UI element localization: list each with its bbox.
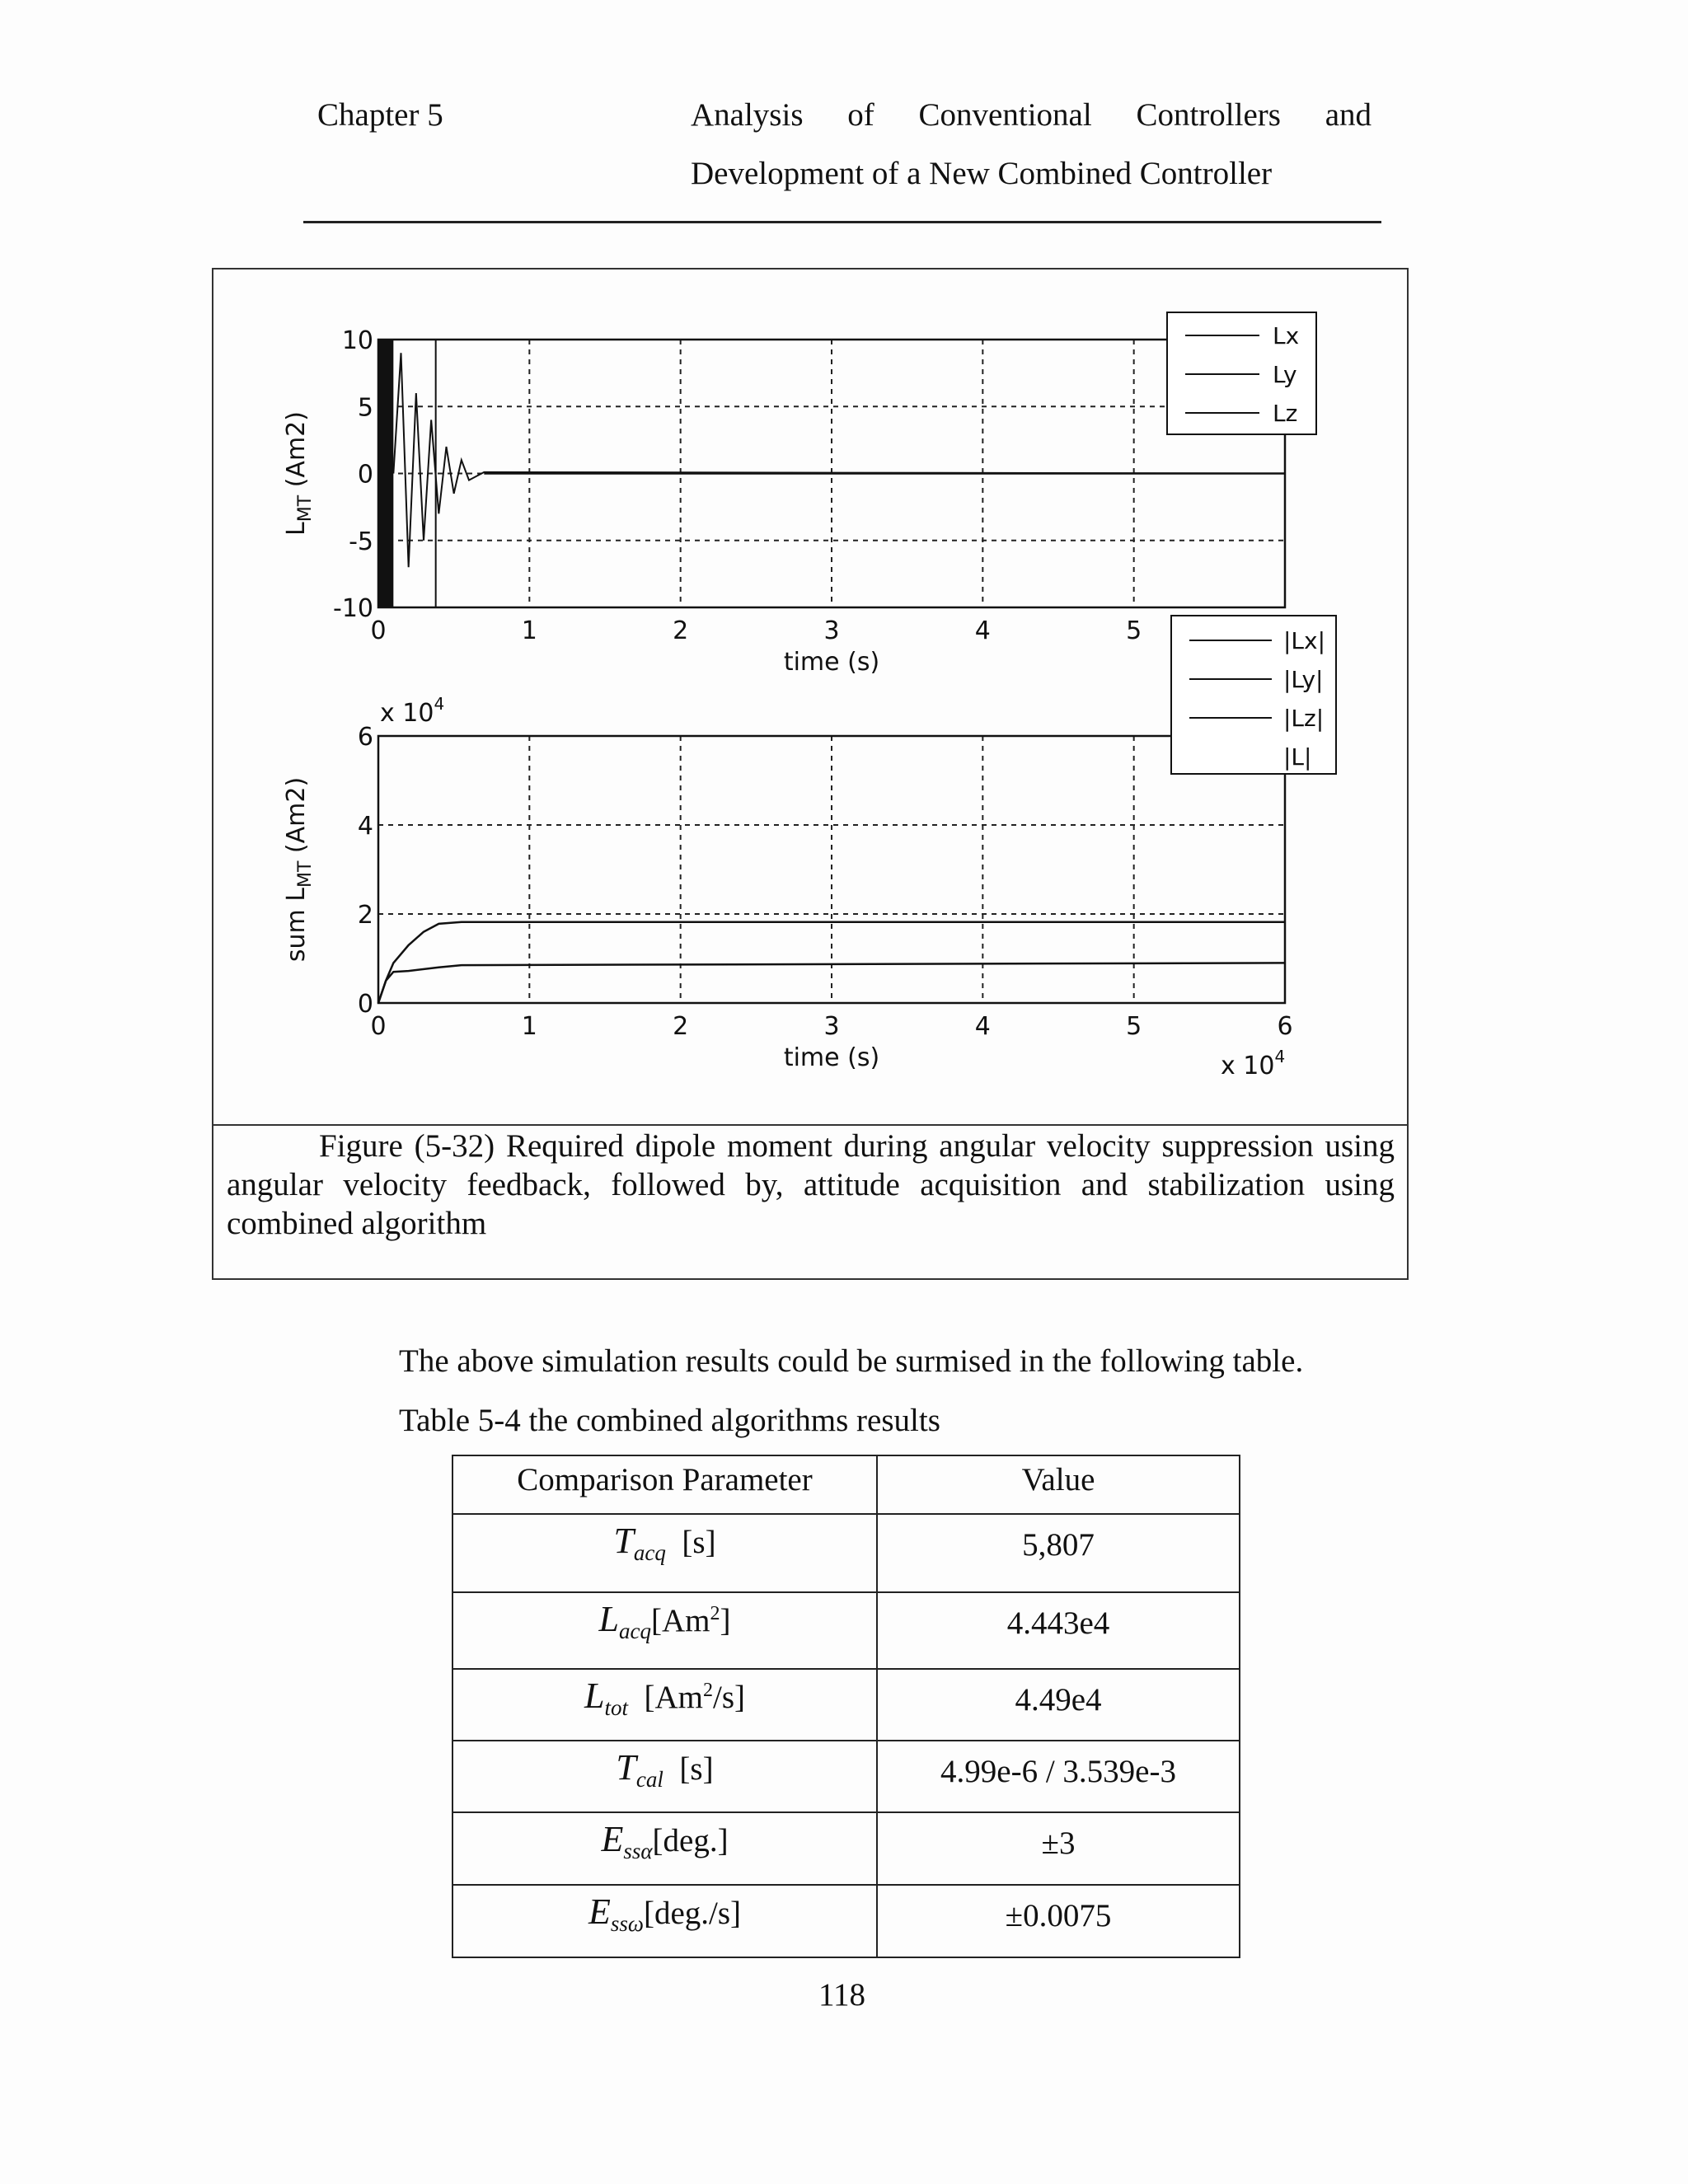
table-row	[452, 1741, 1240, 1812]
legend-label: |Lx|	[1283, 627, 1326, 654]
legend-label: |Lz|	[1283, 705, 1325, 732]
figure-frame	[212, 268, 1409, 1280]
legend-label: Ly	[1273, 361, 1297, 388]
figure-caption-separator	[213, 1124, 1407, 1126]
x-tick-label: 1	[521, 1012, 537, 1041]
intro-paragraph: The above simulation results could be surmised in the following table.	[399, 1343, 1304, 1379]
header-cell-value: Value	[877, 1455, 1240, 1514]
x-tick-label: 1	[521, 616, 537, 645]
parameter-cell: $T_{cal}$ [s]	[452, 1741, 877, 1812]
table-row	[452, 1669, 1240, 1741]
legend-label: |Ly|	[1283, 666, 1324, 693]
value-cell: ±3	[877, 1812, 1240, 1885]
y-tick-label: 0	[357, 460, 373, 490]
results-table	[452, 1455, 1240, 1958]
value-cell: 4.443e4	[877, 1592, 1240, 1669]
legend-label: |L|	[1283, 743, 1312, 771]
legend-label: Lz	[1273, 400, 1298, 427]
parameter-cell: $L_{acq}[Am^2]$	[452, 1592, 877, 1669]
oscillation-band	[378, 340, 393, 607]
header-word: Controllers	[1136, 97, 1281, 133]
y-axis-label: $L_{MT}$ (Am2)	[282, 411, 316, 536]
y-tick-label: 0	[357, 990, 373, 1019]
figure-plots	[213, 269, 1407, 1123]
x-axis-label: time (s)	[783, 648, 880, 677]
table-row	[452, 1885, 1240, 1957]
header-rule	[303, 221, 1381, 223]
x-tick-label: 0	[370, 1012, 387, 1041]
x-tick-label: 3	[823, 616, 840, 645]
y-tick-label: -5	[349, 527, 373, 556]
y-tick-label: 6	[357, 723, 373, 752]
header-title-line1	[691, 99, 1372, 131]
y-tick-label: -10	[333, 594, 373, 623]
header-word: Analysis	[691, 97, 804, 133]
y-axis-label: sum $L_{MT}$ (Am2)	[282, 776, 316, 963]
y-tick-label: 4	[357, 812, 373, 841]
table-header-row	[452, 1455, 1240, 1514]
parameter-cell: $T_{acq}$ [s]	[452, 1514, 877, 1592]
table-caption: Table 5-4 the combined algorithms results	[399, 1403, 940, 1438]
caption-label: Figure (5-32)	[319, 1128, 495, 1164]
header-word: and	[1325, 97, 1372, 133]
table-row	[452, 1514, 1240, 1592]
x-tick-label: 6	[1277, 1012, 1293, 1041]
x-tick-label: 4	[974, 616, 991, 645]
y-tick-label: 2	[357, 901, 373, 930]
table-row	[452, 1812, 1240, 1885]
series-line-lx	[393, 353, 1285, 567]
x-tick-label: 5	[1126, 1012, 1142, 1041]
caption-text: Required dipole moment during angular velocity suppression using angular velocity feedback, followed by, attitude acquisition and stabilization using combined algorithm	[227, 1128, 1395, 1241]
header-word: Conventional	[918, 97, 1092, 133]
y-tick-label: 5	[357, 393, 373, 423]
y-tick-label: 10	[341, 326, 373, 355]
figure-caption	[227, 1127, 1395, 1243]
x-tick-label: 2	[673, 616, 689, 645]
parameter-cell: $E_{ss\omega}[deg./s]$	[452, 1885, 877, 1957]
header-cell-parameter: Comparison Parameter	[452, 1455, 877, 1514]
chapter-label: Chapter 5	[317, 97, 443, 133]
parameter-cell: $L_{tot}$ [Am$^2$/s]	[452, 1669, 877, 1741]
x-tick-label: 2	[673, 1012, 689, 1041]
y-scale-label: x $10^4$	[380, 694, 445, 728]
value-cell: 4.49e4	[877, 1669, 1240, 1741]
x-scale-label: x $10^4$	[1221, 1047, 1286, 1080]
header-word: of	[847, 97, 874, 133]
x-tick-label: 0	[370, 616, 387, 645]
value-cell: 5,807	[877, 1514, 1240, 1592]
x-tick-label: 3	[823, 1012, 840, 1041]
page-number: 118	[818, 1977, 866, 2013]
value-cell: ±0.0075	[877, 1885, 1240, 1957]
header-title-line2: Development of a New Combined Controller	[691, 156, 1273, 191]
x-tick-label: 4	[974, 1012, 991, 1041]
legend-label: Lx	[1273, 322, 1300, 349]
table-row	[452, 1592, 1240, 1669]
x-axis-label: time (s)	[783, 1043, 880, 1072]
value-cell: 4.99e-6 / 3.539e-3	[877, 1741, 1240, 1812]
x-tick-label: 5	[1126, 616, 1142, 645]
parameter-cell: $E_{ss\alpha}[deg.]$	[452, 1812, 877, 1885]
